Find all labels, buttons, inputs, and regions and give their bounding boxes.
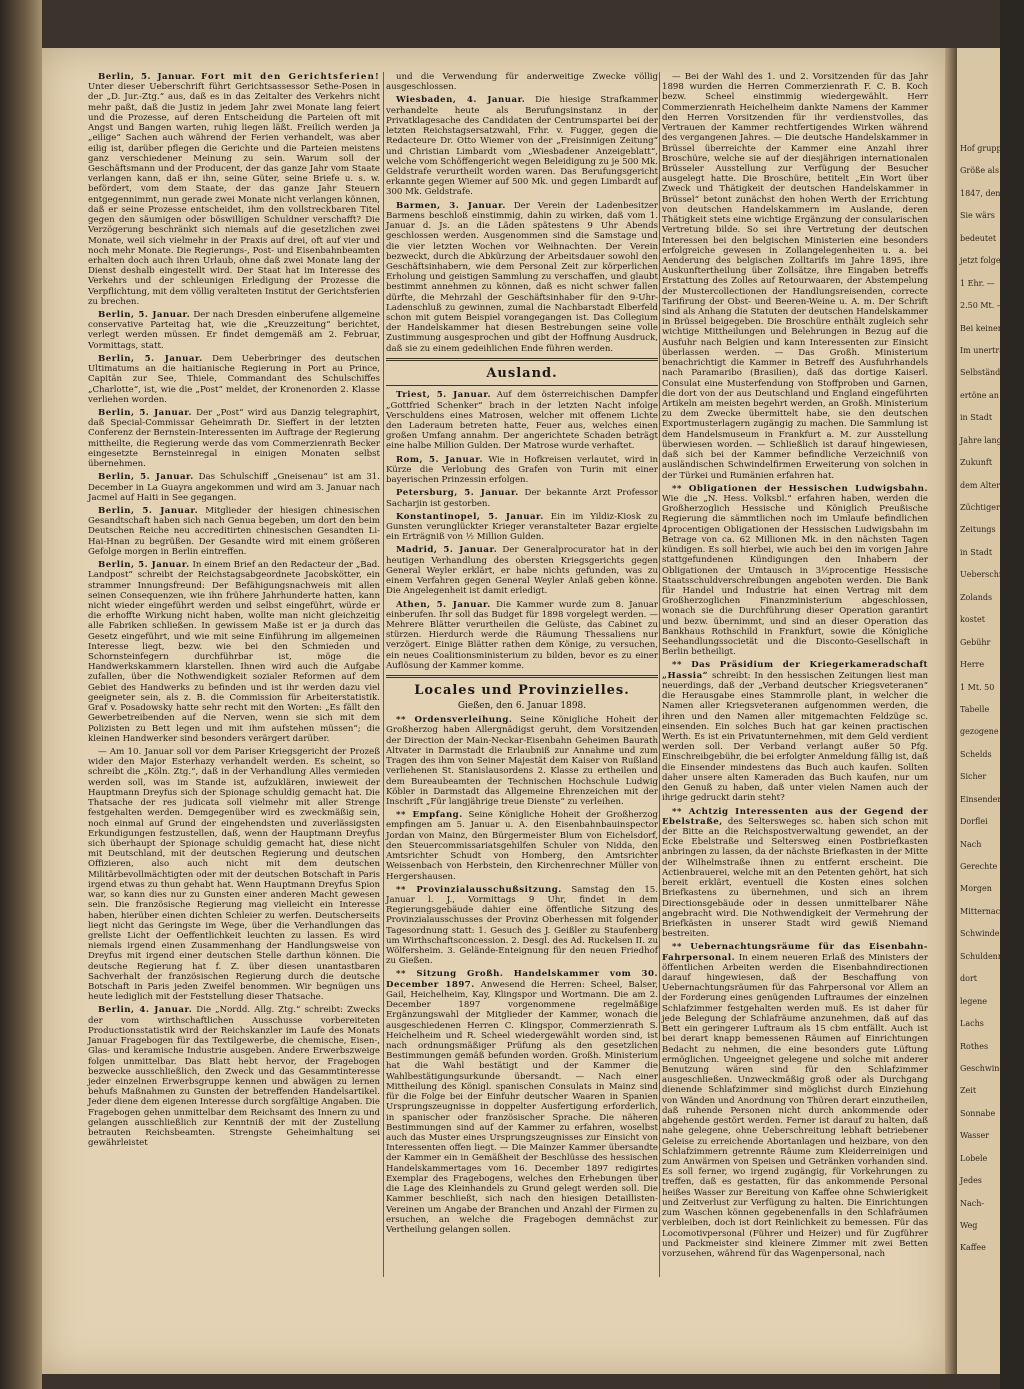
article-body: Wie in Hofkreisen verlautet, wird in Kürze die Verlobung des Grafen von Turin mit einer bayerischen Prinzessin erfolgen. [386, 454, 658, 486]
article-dateline: ** Obligationen der Hessischen Ludwigsbahn. [672, 483, 928, 494]
article-body: des Seltersweges sc. haben sich schon mit der Bitte an die Reichspostverwaltung gewendet, an der Ecke Ebelstraße und Seltersweg einen Postbriefkasten anbringen zu lassen, da der nächste Briefkasten in der Mitte der Wilhelmstraße ihnen zu entfernt erscheint. Die Actienbrauerei, welche mit an den Petenten gehört, hat sich bereit erklärt, eventuell die Kosten eines solchen Briefkastens zu übernehmen, und sich an ihrem Directionsgebäude oder in dessen unmittelbarer Nähe angebracht wird. Die Nothwendigkeit der Vermehrung der Briefkästen in unserer Stadt wird gewiß Niemand bestreiten. [662, 816, 928, 940]
article-paragraph [386, 969, 658, 1235]
adjacent-page-line: Sicher [960, 772, 987, 782]
article-paragraph [386, 810, 658, 882]
adjacent-page-line: 1 Ehr. — [960, 278, 995, 288]
article-body: Der Verein der Ladenbesitzer Barmens beschloß einstimmig, dahin zu wirken, daß vom 1. Januar d. Js. an die Läden spätestens 9 Uhr Abends geschlossen werden. Ausgenommen sind die Samstage und die vier letzten Wochen vor Weihnachten. Der Verein bezweckt, durch die Abkürzung der Arbeitsdauer sowohl den Geschäftsinhabern, wie dem Personal Zeit zur körperlichen Erholung und geistigen Sammlung zu verschaffen, und glaubt bestimmt annehmen zu können, daß es nicht schwer fallen dürfte, die Mehrzahl der Geschäftsinhaber für den 9-Uhr-Ladenschluß zu gewinnen, zumal die Nachbarstadt Elberfeld schon mit gutem Beispiel vorangegangen ist. Das Collegium der Handelskammer hat diesen Bestrebungen seine volle Zustimmung ausgesprochen und gibt der Hoffnung Ausdruck, daß sie zu einem gedeihlichen Ende führen werden. [386, 200, 658, 354]
adjacent-page-line: Sie wärs [960, 211, 995, 221]
adjacent-page-line: dem Alter [960, 480, 1001, 490]
adjacent-page-line: ertöne an [960, 390, 999, 400]
adjacent-page-line: Selbstände [960, 368, 1005, 378]
adjacent-page-line: gezogene [960, 727, 999, 737]
adjacent-page-line: Schuldenrat [960, 951, 1010, 961]
article-dateline: Berlin, 5. Januar. [98, 310, 191, 321]
article-paragraph [386, 201, 658, 354]
adjacent-page-line: Nach- [960, 1198, 985, 1208]
section-divider [386, 358, 658, 361]
adjacent-page-line: Gerechte [960, 862, 998, 871]
article-paragraph [662, 942, 928, 1259]
article-dateline: ** Achtzig Interessenten aus der Gegend der Ebelstraße, [662, 806, 928, 827]
section-heading-ausland: Ausland. [486, 365, 558, 381]
article-body: Der „Post“ wird aus Danzig telegraphirt, daß Special-Commissar Geheimrath Dr. Sieffert in der letzten Conferenz der Bernstein-Interessenten im Auftrage der Regierung mittheilte, die Regierung werde das vom Commerzienrath Becker eingesetzte Bernsteinregal in einigen Monaten selbst übernehmen. [88, 408, 380, 470]
article-paragraph [88, 506, 380, 557]
article-dateline: ** Provinzialausschußsitzung. [396, 884, 562, 895]
column-3 [662, 72, 928, 1280]
section-dateline: Gießen, den 6. Januar 1898. [457, 700, 587, 711]
article-dateline: Berlin, 5. Januar. [98, 560, 190, 571]
article-body: Die hiesige Strafkammer verhandelte heute als Berufungsinstanz in der Privatklagesache des Candidaten der Centrumspartei bei der letzten Reichstagsersatzwahl, Frhr. v. Fugger, gegen die Redacteure Dr. Otto Wiemer von der „Freisinnigen Zeitung“ und Christian Limbardt vom „Wiesbadener Anzeigeblatt“, welche vom Schöffengericht wegen Beleidigung zu je 500 Mk. Geldstrafe verurtheilt worden waren. Das Berufungsgericht erkannte gegen Wiemer auf 500 Mk. und gegen Limbardt auf 300 Mk. Geldstrafe. [386, 95, 658, 198]
adjacent-page-line: kostet [960, 615, 985, 625]
adjacent-page-line: jetzt folgen [960, 256, 1006, 266]
article-paragraph [88, 310, 380, 351]
column-2 [386, 72, 658, 1278]
column-1 [88, 72, 380, 1280]
article-dateline: Triest, 5. Januar. [396, 390, 492, 401]
article-paragraph [662, 807, 928, 940]
adjacent-page-line: Züchtiger [960, 503, 1000, 512]
adjacent-page-line: legene [960, 996, 988, 1006]
adjacent-page-line: in Stadt [960, 413, 993, 423]
adjacent-page-line: Geschwind [960, 1063, 1005, 1073]
adjacent-page-line: Zolands [960, 592, 993, 602]
column-rule-2 [659, 72, 660, 1277]
article-body: Samstag den 15. Januar l. J., Vormittags 9 Uhr, findet in dem Regierungsgebäude dahier eine öffentliche Sitzung des Provinzialausschusses der Provinz Oberhessen mit folgender Tagesordnung statt: 1. Gesuch des J. Geißler zu Staufenberg um Wirthschaftsconcession. 2. Desgl. des Ad. Ruckelsen II. zu Wölfersheim. 3. Gelände-Enteignung für den neuen Friedhof zu Gießen. [386, 884, 658, 967]
article-paragraph [386, 512, 658, 543]
article-paragraph [662, 484, 928, 658]
article-dateline: ** Sitzung Großh. Handelskammer vom 30. December 1897. [386, 969, 658, 990]
section-heading-locales: Locales und Provinzielles. [414, 683, 630, 699]
article-body: Mitglieder der hiesigen chinesischen Gesandtschaft haben sich nach Genua begeben, um dort den beim Deutschen Reiche neu accreditirten chinesischen Gesandten Li-Hai-Hnan zu begrüßen. Der Gesandte wird mit einem größeren Gefolge morgen in Berlin eintreffen. [88, 505, 380, 557]
article-paragraph [386, 72, 658, 92]
article-body: Anwesend die Herren: Scheel, Balser, Gail, Heichelheim, Kay, Klingspor und Wortmann. Die am 2. December 1897 vorgenommene regelmäßige Ergänzungswahl der Mitglieder der Kammer, wonach die ausgeschiedenen Herren C. Klingspor, Commerzienrath S. Heichelheim und R. Scheel wiedergewählt worden sind, ist nach ordnungsmäßiger Prüfung als den gesetzlichen Bestimmungen gemäß befunden worden. Großh. Ministerium hat die Wahl bestätigt und der Kammer die Wahlbestätigungsurkunde übersandt. — Nach einer Mittheilung des Königl. spanischen Consulats in Mainz sind für die Folge bei der Einfuhr deutscher Waaren in Spanien Ursprungszeugnisse in doppelter Ausfertigung erforderlich, in spanischer oder französischer Sprache. Die näheren Bestimmungen sind auf der Kammer zu erfahren, woselbst auch das Muster eines Ursprungszeugnisses zur Einsicht von Interessenten offen liegt. — Die Mainzer Kammer übersandte der Kammer ein in Gemäßheit der Beschlüsse des hessischen Handelskammertages vom 16. December 1897 redigirtes Exemplar des Fragebogens, welches den Erhebungen über die Lage des Kleinhandels zu Grund gelegt werden soll. Die Kammer beschließt, sich nach den hiesigen Detaillisten-Vereinen um Angabe der Branchen und Anzahl der Firmen zu ersuchen, an welche die Fragebogen demnächst zur Vertheilung gelangen sollen. [386, 979, 658, 1235]
article-body: schreibt: In den hessischen Zeitungen liest man neuerdings, daß der „Verband deutscher Kriegsveteranen“ die Herausgabe eines Stammrolle plant, in welcher die Namen aller Kriegsveteranen aufgenommen werden, die ihren und den Namen aller mitgemachten Feldzüge sc. einsenden. Ein solches Buch hat gar keinen practischen Werth. Es ist ein Privatunternehmen, mit dem Geld verdient werden soll. Der Verband verlangt außer 50 Pfg. Einschreibgebühr, die bei erfolgter Anmeldung fällig ist, daß die Einsender mindestens das Buch auch kaufen. Sollten daher unsere alten Kameraden das Buch kaufen, nur um den Genuß zu haben, daß unter vielen Namen auch der ihrige gedruckt darin steht? [662, 670, 928, 804]
adjacent-page-line: Rothes [960, 1041, 989, 1051]
article-body: Unter dieser Ueberschrift führt Gerichtsassessor Sethe-Posen in der „D. Jur.-Ztg.“ aus, daß es in das Zeitalter des Verkehrs nicht mehr paßt, daß die Justiz in jedem Jahr zwei Monate lang feiert und die Prozesse, auf deren Entscheidung die Parteien oft mit Angst und Bangen warten, ruhig liegen läßt. Freilich werden ja „eilige“ Sachen auch während der Ferien verhandelt, was aber eilig ist, darüber pflegen die Gerichte und die Parteien meistens ganz verschiedener Meinung zu sein. Warum soll der Geschäftsmann und der Producent, der das ganze Jahr vom Staate verlangen kann, daß er ihn, seine Güter, seine Briefe u. s. w. befördert, vom dem Staate, der das ganze Jahr Steuern entgegennimmt, nun gerade zwei Monate nicht verlangen können, daß er seine Prozesse entscheidet, ihm den vollstreckbaren Titel gegen den säumigen oder böswilligen Schuldner verschafft? Die Verzögerung beschränkt sich niemals auf die gesetzlichen zwei Monate, weil sich vielmehr in der Praxis auf drei, oft auf vier und noch mehr Monate. Die Regierungs-, Post- und Eisenbahnbeamten erhalten doch auch ihren Urlaub, ohne daß zwei Monate lang der Dienst deshalb eingestellt wird. Der Staat hat im Interesse des Verkehrs und der schleunigen Erledigung der Prozesse die Verpflichtung, mit dem völlig veralteten Institut der Gerichtsferien zu brechen. [88, 82, 380, 307]
adjacent-page-line: Nach [960, 839, 982, 849]
adjacent-page-line: Zeit [960, 1086, 977, 1096]
adjacent-page-line: Hof gruppen [960, 144, 1012, 153]
article-paragraph [386, 715, 658, 807]
adjacent-page-strip [957, 48, 1024, 1374]
article-paragraph [386, 885, 658, 967]
article-dateline: Barmen, 3. Januar. [396, 200, 506, 211]
article-dateline: Rom, 5. Januar. [396, 454, 484, 465]
article-paragraph [386, 545, 658, 596]
article-body: — Bei der Wahl des 1. und 2. Vorsitzenden für das Jahr 1898 wurden die Herren Commerzienrath F. C. B. Koch bezw. Scheel einstimmig wiedergewählt. Herr Commerzienrath Heichelheim dankte Namens der Kammer den Herren Vorsitzenden für ihr verdienstvolles, das Vertrauen der Kammer rechtfertigendes Wirken während des vergangenen Jahres. — Die deutsche Handelskammer in Brüssel überreichte der Kammer eine Anzahl ihrer Broschüre, welche sie auf der diesjährigen internationalen Brüsseler Ausstellung zur Verfügung der Besucher ausgelegt hatte. Die Broschüre, betitelt „Ein Wort über Zweck und Thätigkeit der deutschen Handelskammer in Brüssel“ betont zunächst den hohen Werth der Errichtung von deutschen Handelskammern im Auslande, deren Thätigkeit stets eine wichtige Ergänzung der consularischen Vertretung bilde. So sei ihre Vertretung der deutschen Interessen bei den belgischen Ministerien eine besonders erfolgreiche gewesen in Zollangelegenheiten u. a. bei Aenderung des belgischen Zolltarifs im Jahre 1895, ihre Auskunftertheilung über Zollsätze, ihre Eingaben betreffs Erstattung des Zolles auf Retourwaaren, der Abstempelung der Mustercollectionen der Handlungsreisenden, correcte Tarifirung der Obst- und Beeren-Weine u. A. m. Der Schrift sind als Anhang die Statuten der deutschen Handelskammer in Brüssel beigegeben. Die Broschüre enthält zugleich sehr wichtige Mittheilungen und Belehrungen in Bezug auf die Ausfuhr nach Belgien und kann Interessenten zur Einsicht überlassen werden. — Das Großh. Ministerium benachrichtigt die Kammer in Betreff des Ausfuhrhandels nach Paramaribo (Brasilien), daß das dortige Kaiserl. Consulat eine Musterfendung von Stoffproben und Garnen, die dort von der aus Deutschland und England eingeführten Artikeln am meisten begehrt werden, an Großh. Ministerium zu dem Zwecke übermittelt habe, sie den deutschen Exportmusterlagern zugängig zu machen. Die Sammlung ist dem Handelsmuseum in Frankfurt a. M. zur Ausstellung überwiesen worden. — Schließlich ist darauf hingewiesen, daß sich bei der Kammer befindliche Verzeichniß von ausländischen Schwindelfirmen Erweiterung von solchen in der Türkei und Rumänien erfahren hat. [662, 72, 928, 481]
adjacent-page-line: Sonnabe [960, 1108, 996, 1118]
article-paragraph [386, 600, 658, 672]
article-paragraph [386, 488, 658, 508]
article-body: In einem neueren Erlaß des Ministers der öffentlichen Arbeiten werden die Eisenbahndirectionen darauf hingewiesen, daß der Beschaffung von Uebernachtungsräumen für das Fahrpersonal vor Allem an der Forderung eines genügenden Luftraumes der einzelnen Schlafzimmer festgehalten werden muß. Es ist daher für jede Belegung der Schlafräume anzunehmen, daß auf das Bett ein geringerer Luftraum als 15 cbm entfällt. Auch ist bei derart knapp bemessenen Räumen auf Einrichtungen Bedacht zu nehmen, die eine besonders gute Lüftung ermöglichen. Ungeeignet gelegene und solche mit anderer Benutzung wären sind für den Schlafzimmer ausgeschließen. Unzweckmäßig groß oder als Durchgang dienende Schlafzimmer sind möglichst durch Einziehung von Wänden und Anordnung von Thüren derart einzutheilen, daß ruhende Personen nicht durch ankommende oder abgehende gestört werden. Ferner ist darauf zu halten, daß nahe gelegene, ohne Ueberschreitung lebhaft betriebener Geleise zu erreichende Abortanlagen und heizbare, von den Schlafzimmern getrennte Räume zum Kleiderreinigen und zum Anwärmen von Speisen und Getränken vorhanden sind. Es soll ferner, wo irgend zugängig, für Vorkehrungen zu treffen, daß es gestatten, für das ankommende Personal heißes Wasser zur Bereitung von Kaffee ohne Schwierigkeit und Zeitverlust zur Verfügung zu halten. Die Einrichtungen zum Waschen können gegebenenfalls in den Schlafräumen verbleiben, doch ist dort Reinlichkeit zu bemessen. Für das Locomotivpersonal (Führer und Heizer) und für Zugführer und Packmeister sind kleinere Zimmer mit zwei Betten vorzusehen, während für das Wagenpersonal, nach [662, 952, 928, 1259]
article-body: In einem Brief an den Redacteur der „Bad. Landpost“ schreibt der Reichstagsabgeordnete Jacobskötter, ein strammer Innungsfreund: Der Befähigungsnachweis mit allen seinen Consequenzen, wie ihn frühere Jahrhunderte hatten, kann nicht wieder eingeführt werden und selbst eingeführt, würde er die erhoffte Wirkung nicht haben, wollte man nicht gleichzeitig alle Fabriken schließen. In gewissem Maße ist er ja durch das Gesetz eingeführt, und wie mit seine Einführung im allgemeinen Interesse liegt, bezw. wie bei den Schmieden und Schornsteinfegern durchführbar ist, möge die Handwerkskammern klarstellen. Ihnen wird auch die Aufgabe zufallen, über die Nothwendigkeit sozialer Reformen auf dem Gebiet des Handwerks zu befinden und ist ihr werden dazu viel geeigneter sein, als z. B. die Commission für Arbeiterstatistik. Graf v. Posadowsky hatte sehr recht mit den Worten: „Es fällt den Gewerbetreibenden auf die Nerven, wenn sie sich mit dem Polizisten zu Bett legen und mit ihm aufstehen müssen“; die kleinen Handwerker sind besonders verärgert darüber. [88, 560, 380, 744]
adjacent-page-line: Herre [960, 660, 985, 670]
adjacent-page-fragments [960, 144, 1024, 1266]
article-body: Wie die „N. Hess. Volksbl.“ erfahren haben, werden die Großherzoglich Hessische und Königlich Preußische Regierung die sämmtlichen noch im Umlaufe befindlichen 4procentigen Obligationen der Hessischen Ludwigsbahn im Betrage von ca. 62 Millionen Mk. in den nächsten Tagen kündigen. Es soll hierbei, wie auch bei den im vorigen Jahre stattgefundenen Kündigungen den Inhabern der Obligationen der Umtausch in 3½procentige Hessische Staatsschuldverschreibungen angeboten werden. Die Bank für Handel und Industrie hat einen Vertrag mit dem Großherzoglichen Finanzministerium abgeschlossen, wonach sie die Durchführung dieser Operation garantirt und bezw. übernimmt, und sind an dieser Operation das Bankhaus Rothschild in Frankfurt, sowie die Königliche Seehandlungssocietät und die Disconto-Gesellschaft in Berlin betheiligt. [662, 493, 928, 658]
adjacent-page-line: Zukunft [960, 458, 993, 468]
article-body: Der nach Dresden einberufene allgemeine conservative Parteitag hat, wie die „Kreuzzeitung“ berichtet, verlegt werden müssen. Er findet demgemäß am 2. Februar, Vormittags, statt. [88, 310, 380, 351]
section-divider [386, 385, 658, 386]
article-body: Die Kammer wurde zum 8. Januar einberufen. Ihr soll das Budget für 1898 vorgelegt werden. — Mehrere Blätter verurtheilen die Gelüste, das Cabinet zu stürzen. Hierdurch werde die Räumung Thessaliens nur verzögert. Einige Blätter rathen dem Könige, zu versuchen, ein neues Coalitionsministerium zu bilden, bevor es zu einer Auflösung der Kammer komme. [386, 599, 658, 671]
article-dateline: Berlin, 5. Januar. [98, 505, 199, 516]
article-paragraph [386, 455, 658, 486]
article-dateline: Athen, 5. Januar. [396, 599, 491, 610]
adjacent-page-line: Jahre lang [960, 435, 1002, 445]
article-paragraph [88, 747, 380, 1002]
adjacent-page-line: Im unerträglich [960, 345, 1024, 355]
section-divider [386, 675, 658, 678]
adjacent-page-line: Kaffee [960, 1243, 986, 1253]
article-paragraph [88, 472, 380, 503]
article-dateline: Petersburg, 5. Januar. [396, 488, 519, 499]
ausland-articles [386, 390, 658, 671]
article-paragraph [88, 1005, 380, 1148]
article-dateline: ** Uebernachtungsräume für das Eisenbahn-Fahrpersonal. [662, 942, 928, 963]
article-paragraph [88, 72, 380, 307]
adjacent-page-line: Wasser [960, 1131, 990, 1141]
article-paragraph [662, 72, 928, 481]
adjacent-page-line: Ueberschrift [960, 570, 1012, 580]
adjacent-page-line: Bei keinem [960, 323, 1006, 333]
adjacent-page-line: Größe als [960, 166, 1000, 176]
article-body: und die Verwendung für anderweitige Zwecke völlig ausgeschlossen. [386, 72, 658, 93]
adjacent-page-line: Lobele [960, 1153, 988, 1163]
article-body: Die „Nordd. Allg. Ztg.“ schreibt: Zwecks der vom wirthschaftlichen Ausschusse vorbereiteten Productionsstatistik wird der Reichskanzler im Laufe des Monats Januar Fragebogen für das Textilgewerbe, die chemische, Eisen-, Glas- und keramische Industrie ausgeben. Andere Erwerbszweige folgen unmittelbar. Das Blatt hebt hervor, der Fragebogen bezwecke ausschließlich, den Zweck und das Gesammtinteresse jeder einzelnen Erwerbsgruppe kennen und abwägen zu lernen behufs Maßnahmen zu Gunsten der betreffenden Handelsartikel. Jeder diene dem eigenen Interesse durch sorgfältige Angaben. Die Fragebogen gehen unmittelbar dem Reichsamt des Innern zu und gelangen ausschließlich zur Kenntniß der mit der Zustellung betrauten Reichsbeamten. Strengste Geheimhaltung sei gewährleistet [88, 1005, 380, 1149]
page-gutter [945, 48, 957, 1374]
adjacent-page-line: 1 Mt. 50 [960, 682, 995, 692]
article-paragraph [88, 408, 380, 469]
adjacent-page-line: 1847, den 1 [960, 188, 1009, 198]
article-body: Auf dem österreichischen Dampfer „Gottfried Schenker“ brach in der letzten Nacht infolge Verschuldens eines Matrosen, welcher mit offenem Lichte den Laderaum betreten hatte, Feuer aus, welches einen großen Umfang annahm. Der angerichtete Schaden beträgt eine halbe Million Gulden. Der Matrose wurde verhaftet. [386, 390, 658, 452]
adjacent-page-line: Mitternacht [960, 906, 1009, 916]
article-dateline: Berlin, 5. Januar. [98, 408, 193, 418]
column-rule-1 [383, 72, 384, 1277]
adjacent-page-line: Morgen [960, 884, 992, 894]
adjacent-page-line: Schwinde [960, 929, 1000, 939]
adjacent-page-line: Einsender [960, 794, 1002, 804]
adjacent-page-line: bedeutet [960, 233, 997, 243]
article-body: Ein im Yildiz-Kiosk zu Gunsten verunglückter Krieger veranstalteter Bazar ergielte ein Erträgniß von ½ Million Gulden. [386, 511, 658, 543]
article-dateline: Konstantinopel, 5. Januar. [396, 511, 544, 522]
article-body: — Am 10. Januar soll vor dem Pariser Kriegsgericht der Prozeß wider den Major Esterhazy verhandelt werden. Es scheint, so schreibt die „Köln. Ztg.“, daß in der Verhandlung Alles vermieden werden soll, was im Stande ist, aufzuklären, inwieweit der Hauptmann Dreyfus sich der Spionage schuldig gemacht hat. Die Thatsache der res judicata soll vielmehr mit aller Strenge festgehalten werden. Demgegenüber wird es zweckmäßig sein, noch einmal auf Grund der eingehendsten und zuverlässigsten Erkundigungen festzustellen, daß, wenn der Hauptmann Dreyfus sich überhaupt der Spionage schuldig gemacht hat, diese nicht mit Deutschland, mit der deutschen Regierung und deutschen Offizieren, also auch nicht mit dem deutschen Militärbevollmächtigten oder mit der deutschen Botschaft in Paris irgend etwas zu thun gehabt hat. Wenn Hauptmann Dreyfus Spion war, so kann dies nur zu Gunsten einer anderen Macht gewesen sein. Die französische Regierung mag vielleicht ein Interesse haben, hierüber einen dichten Schleier zu werfen. Deutscherseits liegt nicht das Geringste im Wege, über die Verhandlungen das grellste Licht der Oeffentlichkeit leuchten zu lassen. Es wird niemals irgend einen Zusammenhang der Handlungsweise von Dreyfus mit irgend einer deutschen Stelle darthun können. Die deutsche Regierung hat f. Z. über diesen unantastbaren Sachverhalt der französischen Regierung durch die deutsche Botschaft in Paris jeden Zweifel benommen. Wir begnügen uns heute lediglich mit der Feststellung dieser Thatsache. [88, 747, 380, 1003]
article-dateline: ** Das Präsidium der Kriegerkameradschaft „Hassia“ [662, 660, 928, 681]
article-dateline: Berlin, 5. Januar. [98, 353, 203, 364]
article-dateline: Wiesbaden, 4. Januar. [396, 95, 526, 106]
article-headline: Fort mit den Gerichtsferien! [201, 72, 380, 82]
article-paragraph [386, 95, 658, 197]
article-dateline: Berlin, 4. Januar. [98, 1005, 193, 1016]
article-body: Seine Königliche Hoheit der Großherzog empfingen am 5. Januar u. A. den Eisenbahnbauinspector Jordan von Mainz, den Bürgermeister Blum von Eichelsdorf, den Steuercommissariatsgehilfen Schuler von Nidda, den Amtsrichter Schudt von Homberg, den Amtsrichter Weissenbach von Herbstein, den Kirchenrechner Müller von Hergershausen. [386, 810, 658, 882]
article-body: Seine Königliche Hoheit der Großherzog haben Allergnädigst geruht, dem Vorsitzenden der Direction der Main-Neckar-Eisenbahn Geheimen Baurath Altvater in Darmstadt die Erlaubniß zur Annahme und zum Tragen des ihm von Seiner Majestät dem Kaiser von Rußland verliehenen St. Stanislausordens 2. Klasse zu ertheilen und dem Bureaubeamten der Technischen Hochschule Ludwig Köbler in Darmstadt das Allgemeine Ehrenzeichen mit der Inschrift „Für langjährige treue Dienste“ zu verleihen. [386, 715, 658, 807]
adjacent-page-line: Dorflei [960, 817, 988, 827]
adjacent-page-line: Weg [960, 1221, 978, 1230]
locales-articles [386, 715, 658, 1235]
article-body: Dem Ueberbringer des deutschen Ultimatums an die haitianische Regierung in Port au Prince, Capitän zur See, Thiele, Commandant des Schulschiffes „Charlotte“, ist, wie die „Post“ meldet, der Kronenorden 2. Klasse verliehen worden. [88, 353, 380, 405]
left-page-edge [0, 0, 42, 1389]
article-dateline: Berlin, 5. Januar. [98, 472, 194, 483]
adjacent-page-line: Lachs [960, 1019, 984, 1029]
article-dateline: Madrid, 5. Januar. [396, 545, 498, 556]
adjacent-page-line: 2.50 Mt. — [960, 301, 1005, 311]
article-paragraph [88, 354, 380, 405]
article-body: Das Schulschiff „Gneisenau“ ist am 31. December in La Guayra angekommen und wird am 3. Januar nach Jacmel auf Haiti in See gegangen. [88, 472, 380, 503]
adjacent-page-line: Tabelle [960, 704, 990, 714]
adjacent-page-line: Zeitungs [960, 525, 996, 535]
adjacent-page-line: Schelds [960, 749, 992, 759]
adjacent-page-line: in Stadt [960, 547, 993, 557]
column-2-top-articles [386, 72, 658, 354]
article-paragraph [662, 660, 928, 803]
article-paragraph [386, 390, 658, 451]
article-body: Der bekannte Arzt Professor Sacharjin ist gestorben. [386, 488, 659, 509]
adjacent-page-line: dort [960, 974, 977, 984]
article-paragraph [88, 560, 380, 744]
article-dateline: Berlin, 5. Januar. [98, 72, 196, 82]
adjacent-page-line: Jedes [960, 1176, 982, 1186]
article-body: Der Generalprocurator hat in der heutigen Verhandlung des obersten Kriegsgerichts gegen General Weyler erklärt, er habe nichts gefunden, was zu einem Verfahren gegen General Weyler Anlaß geben könne. Die Angelegenheit ist damit erledigt. [386, 545, 658, 597]
article-dateline: ** Ordensverleihung. [396, 715, 513, 726]
article-dateline: ** Empfang. [396, 810, 463, 821]
adjacent-page-line: Gebühr [960, 637, 991, 647]
